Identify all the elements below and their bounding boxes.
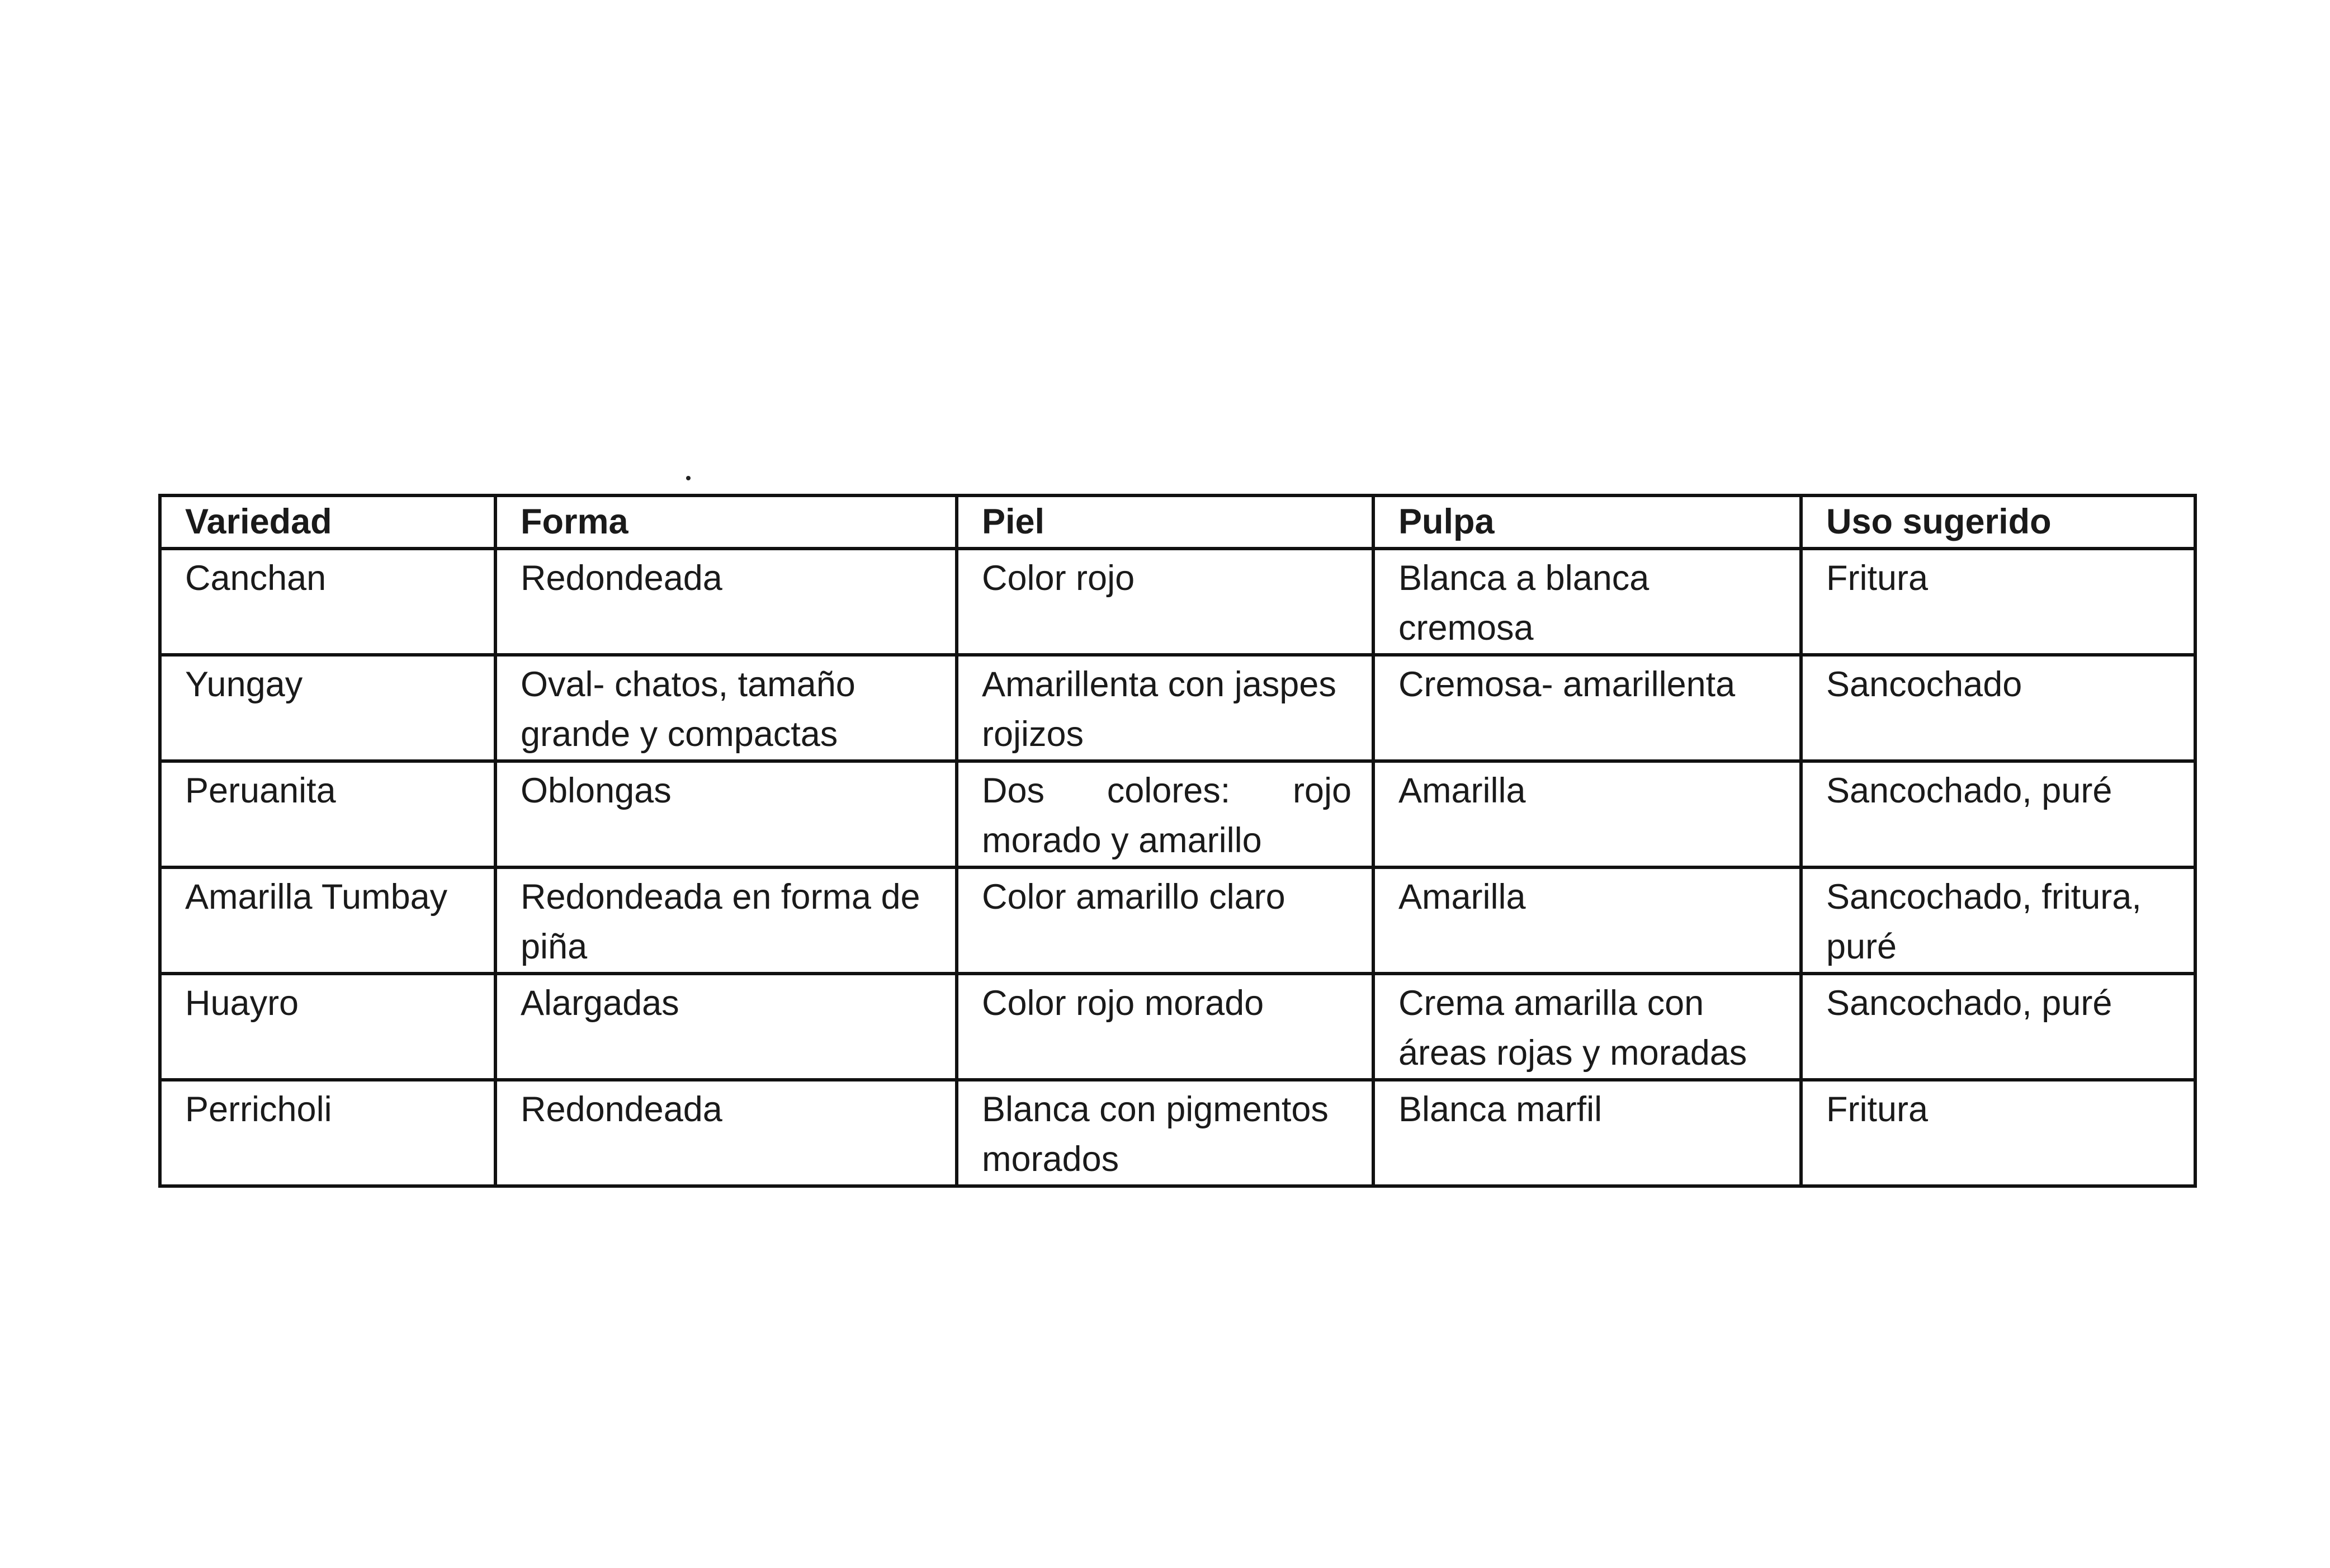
table-header-row — [160, 495, 2195, 549]
table-row — [160, 867, 2195, 974]
header-variedad: Variedad — [160, 495, 495, 549]
cell-uso-sugerido: Sancochado, puré — [1801, 761, 2195, 867]
cell-forma: Alargadas — [495, 974, 957, 1080]
cell-forma: Redondeada — [495, 549, 957, 655]
cell-forma: Redondeada en forma de piña — [495, 867, 957, 974]
cell-forma: Oblongas — [495, 761, 957, 867]
cell-uso-sugerido: Sancochado, fritura, puré — [1801, 867, 2195, 974]
cell-variedad: Huayro — [160, 974, 495, 1080]
table-row — [160, 1080, 2195, 1186]
cell-variedad: Peruanita — [160, 761, 495, 867]
cell-piel: Color amarillo claro — [957, 867, 1373, 974]
cell-variedad: Canchan — [160, 549, 495, 655]
cell-variedad: Yungay — [160, 655, 495, 761]
header-uso-sugerido: Uso sugerido — [1801, 495, 2195, 549]
header-piel: Piel — [957, 495, 1373, 549]
cell-piel: Blanca con pigmentos morados — [957, 1080, 1373, 1186]
cell-pulpa: Blanca a blanca cremosa — [1373, 549, 1801, 655]
table-row — [160, 549, 2195, 655]
cell-forma: Redondeada — [495, 1080, 957, 1186]
cell-uso-sugerido: Sancochado, puré — [1801, 974, 2195, 1080]
cell-forma: Oval- chatos, tamaño grande y compactas — [495, 655, 957, 761]
cell-variedad: Amarilla Tumbay — [160, 867, 495, 974]
cell-pulpa: Crema amarilla con áreas rojas y moradas — [1373, 974, 1801, 1080]
cell-piel: Amarillenta con jaspes rojizos — [957, 655, 1373, 761]
cell-uso-sugerido: Sancochado — [1801, 655, 2195, 761]
potato-varieties-table — [158, 494, 2197, 1188]
cell-variedad: Perricholi — [160, 1080, 495, 1186]
cell-piel: Color rojo — [957, 549, 1373, 655]
table-row — [160, 655, 2195, 761]
cell-pulpa: Amarilla — [1373, 761, 1801, 867]
table-row — [160, 974, 2195, 1080]
cell-uso-sugerido: Fritura — [1801, 549, 2195, 655]
cell-piel: Color rojo morado — [957, 974, 1373, 1080]
cell-pulpa: Blanca marfil — [1373, 1080, 1801, 1186]
cell-pulpa: Cremosa- amarillenta — [1373, 655, 1801, 761]
cell-pulpa: Amarilla — [1373, 867, 1801, 974]
header-pulpa: Pulpa — [1373, 495, 1801, 549]
header-forma: Forma — [495, 495, 957, 549]
stray-dot-mark — [686, 476, 691, 480]
cell-piel: Dos colores: rojo morado y amarillo — [957, 761, 1373, 867]
cell-uso-sugerido: Fritura — [1801, 1080, 2195, 1186]
table-row — [160, 761, 2195, 867]
